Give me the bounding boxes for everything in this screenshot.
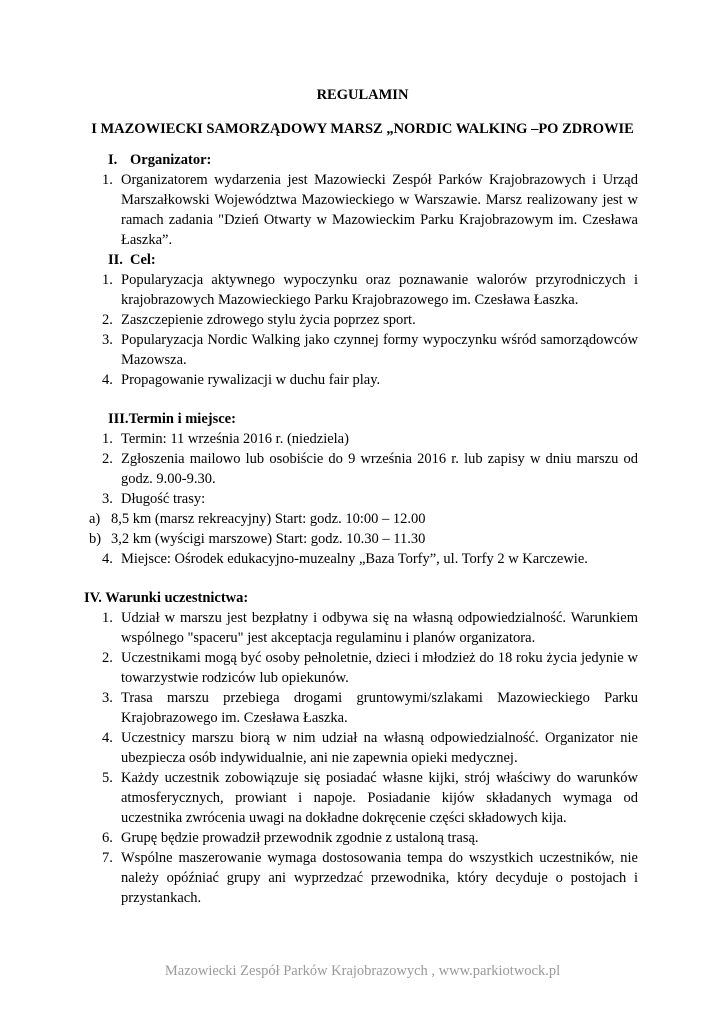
section-heading-goal <box>0 250 725 270</box>
item-text: Uczestnikami mogą być osoby pełnoletnie, dzieci i młodzież do 18 roku życia jedynie w towarzystwie rodziców lub opiekunów. <box>121 650 638 686</box>
list-item <box>0 489 638 509</box>
section-heading-conditions <box>0 588 725 608</box>
item-text: Długość trasy: <box>121 491 206 507</box>
item-number: 4. <box>102 551 113 567</box>
item-number: 1. <box>102 610 113 626</box>
section-number: II. <box>108 252 123 268</box>
list-item <box>0 170 638 250</box>
list-item <box>0 429 638 449</box>
list-item <box>0 310 638 330</box>
item-number: 2. <box>102 650 113 666</box>
item-text: Zgłoszenia mailowo lub osobiście do 9 września 2016 r. lub zapisy w dniu marszu od godz. 9.00-9.30. <box>121 451 638 487</box>
item-number: 4. <box>102 372 113 388</box>
item-number: 3. <box>102 332 113 348</box>
item-text: Popularyzacja aktywnego wypoczynku oraz poznawanie walorów przyrodniczych i krajobrazowych Mazowieckiego Parku Krajobrazowego im. Czesława Łaszka. <box>121 272 638 308</box>
list-item <box>0 608 638 648</box>
section-title: Warunki uczestnictwa: <box>105 590 249 606</box>
item-number: 1. <box>102 172 113 188</box>
list-item <box>0 648 638 688</box>
item-number: 5. <box>102 770 113 786</box>
item-text: Miejsce: Ośrodek edukacyjno-muzealny „Baza Torfy”, ul. Torfy 2 w Karczewie. <box>121 551 588 567</box>
section-number: III. <box>108 411 129 427</box>
list-item <box>0 449 638 489</box>
item-number: 4. <box>102 730 113 746</box>
item-number: 6. <box>102 830 113 846</box>
section-heading-organizer <box>0 150 725 170</box>
item-text: Zaszczepienie zdrowego stylu życia poprzez sport. <box>121 312 416 328</box>
section-title: Organizator: <box>130 152 212 168</box>
list-subitem <box>0 509 638 529</box>
list-item <box>0 370 638 390</box>
list-subitem <box>0 529 638 549</box>
list-item <box>0 828 638 848</box>
item-number: 1. <box>102 431 113 447</box>
item-text: Wspólne maszerowanie wymaga dostosowania tempa do wszystkich uczestników, nie należy opóźniać grupy ani wyprzedzać przewodnika, który decyduje o postojach i przystankach. <box>121 850 638 906</box>
item-number: 3. <box>102 690 113 706</box>
list-item <box>0 768 638 828</box>
item-number: a) <box>89 511 101 527</box>
item-number: 7. <box>102 850 113 866</box>
list-item <box>0 330 638 370</box>
section-heading-date-place <box>0 409 725 429</box>
item-text: Termin: 11 września 2016 r. (niedziela) <box>121 431 349 447</box>
item-text: Uczestnicy marszu biorą w nim udział na własną odpowiedzialność. Organizator nie ubezpiecza osób indywidualnie, ani nie zapewnia opieki medycznej. <box>121 730 638 766</box>
list-item <box>0 848 638 908</box>
item-text: 3,2 km (wyścigi marszowe) Start: godz. 10.30 – 11.30 <box>111 531 426 547</box>
document-title: REGULAMIN <box>316 87 409 103</box>
page-footer: Mazowiecki Zespół Parków Krajobrazowych , www.parkiotwock.pl <box>164 963 561 979</box>
list-item <box>0 688 638 728</box>
list-item <box>0 728 638 768</box>
list-item <box>0 549 638 569</box>
item-text: Każdy uczestnik zobowiązuje się posiadać własne kijki, strój właściwy do warunków atmosferycznych, prowiant i napoje. Posiadanie kijów składanych wymaga od uczestnika zwrócenia uwagi na dokładne dokręcenie części składowych kija. <box>121 770 638 826</box>
item-text: Popularyzacja Nordic Walking jako czynnej formy wypoczynku wśród samorządowców Mazowsza. <box>121 332 638 368</box>
item-text: Udział w marszu jest bezpłatny i odbywa się na własną odpowiedzialność. Warunkiem wspólnego "spaceru" jest akceptacja regulaminu i planów organizatora. <box>121 610 638 646</box>
item-number: 2. <box>102 312 113 328</box>
section-number: IV. <box>84 590 102 606</box>
item-text: 8,5 km (marsz rekreacyjny) Start: godz. 10:00 – 12.00 <box>111 511 426 527</box>
item-number: 1. <box>102 272 113 288</box>
item-text: Organizatorem wydarzenia jest Mazowiecki Zespół Parków Krajobrazowych i Urząd Marszałkowski Województwa Mazowieckiego w Warszawie. Marsz realizowany jest w ramach zadania "Dzień Otwarty w Mazowieckim Parku Krajobrazowym im. Czesława Łaszka”. <box>121 172 638 248</box>
item-text: Trasa marszu przebiega drogami gruntowymi/szlakami Mazowieckiego Parku Krajobrazowego im. Czesława Łaszka. <box>121 690 638 726</box>
item-number: b) <box>89 531 102 547</box>
document-subtitle: I MAZOWIECKI SAMORZĄDOWY MARSZ „NORDIC WALKING –PO ZDROWIE <box>91 121 634 137</box>
item-text: Grupę będzie prowadził przewodnik zgodnie z ustaloną trasą. <box>121 830 479 846</box>
item-text: Propagowanie rywalizacji w duchu fair play. <box>121 372 381 388</box>
section-title: Termin i miejsce: <box>128 411 236 427</box>
item-number: 2. <box>102 451 113 467</box>
section-number: I. <box>108 152 118 168</box>
list-item <box>0 270 638 310</box>
section-title: Cel: <box>130 252 156 268</box>
item-number: 3. <box>102 491 113 507</box>
document-content <box>0 150 725 908</box>
